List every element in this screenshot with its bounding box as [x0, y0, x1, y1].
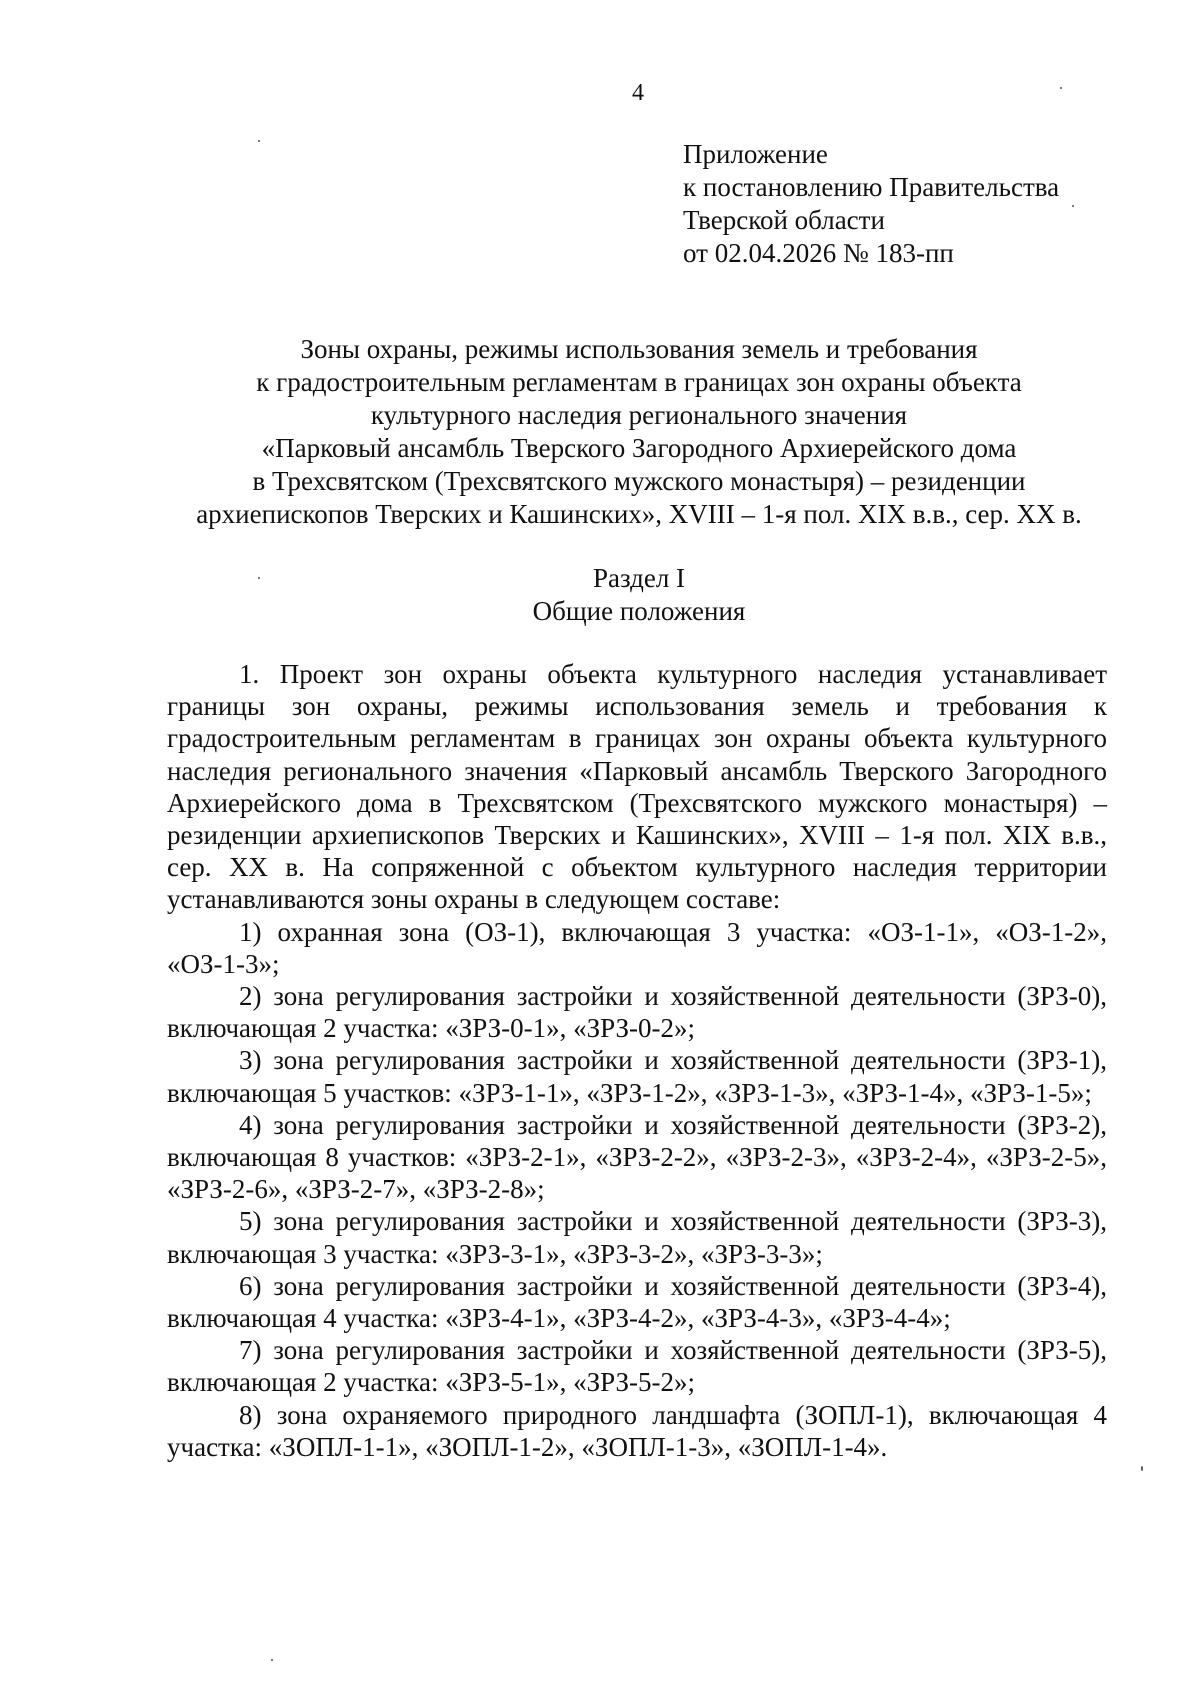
scan-speck — [258, 577, 260, 579]
title-line: архиепископов Тверских и Кашинских», XVIII – 1-я пол. XIX в.в., сер. XX в. — [196, 499, 1082, 529]
title-line: к градостроительным регламентам в границах зон охраны объекта — [256, 367, 1022, 397]
appendix-line: Тверской области — [683, 205, 885, 235]
section-name: Общие положения — [532, 596, 746, 626]
appendix-line: к постановлению Правительства — [683, 172, 1060, 202]
document-title — [150, 333, 1128, 531]
appendix-header — [683, 138, 1059, 270]
list-item: 7) зона регулирования застройки и хозяйственной деятельности (ЗРЗ-5), включающая 2 участка: «ЗРЗ-5-1», «ЗРЗ-5-2»; — [167, 1335, 1107, 1398]
title-line: культурного наследия регионального значения — [370, 400, 908, 430]
list-item: 3) зона регулирования застройки и хозяйственной деятельности (ЗРЗ-1), включающая 5 участков: «ЗРЗ-1-1», «ЗРЗ-1-2», «ЗРЗ-1-3», «ЗРЗ-1-4», «ЗРЗ-1-5»; — [167, 1045, 1107, 1108]
page-number: 4 — [632, 80, 644, 106]
appendix-line: Приложение — [683, 139, 828, 169]
list-item: 4) зона регулирования застройки и хозяйственной деятельности (ЗРЗ-2), включающая 8 участков: «ЗРЗ-2-1», «ЗРЗ-2-2», «ЗРЗ-2-3», «ЗРЗ-2-4», «ЗРЗ-2-5», «ЗРЗ-2-6», «ЗРЗ-2-7», «ЗРЗ-2-8»; — [167, 1109, 1107, 1205]
title-line: в Трехсвятском (Трехсвятского мужского монастыря) – резиденции — [252, 466, 1026, 496]
list-item: 6) зона регулирования застройки и хозяйственной деятельности (ЗРЗ-4), включающая 4 участка: «ЗРЗ-4-1», «ЗРЗ-4-2», «ЗРЗ-4-3», «ЗРЗ-4-4»; — [167, 1270, 1107, 1334]
section-heading — [150, 562, 1128, 628]
section-number: Раздел I — [592, 563, 686, 593]
scan-speck — [1060, 87, 1062, 89]
paragraph: 1. Проект зон охраны объекта культурного наследия устанавливает границы зон охраны, режимы использования земель и требования к градостроительным регламентам в границах зон охраны объекта культурного наследия регионального значения «Парковый ансамбль Тверского Загородного Архиерейского дома в Трехсвятском (Трехсвятского мужского монастыря) – резиденции архиепископов Тверских и Кашинских», XVIII – 1-я пол. XIX в.в., сер. XX в. На сопряженной с объектом культурного наследия территории устанавливаются зоны охраны в следующем составе: — [167, 659, 1107, 915]
title-line: Зоны охраны, режимы использования земель и требования — [300, 334, 978, 364]
body-text — [167, 658, 1107, 1463]
scan-speck — [1141, 1466, 1143, 1471]
title-line: «Парковый ансамбль Тверского Загородного Архиерейского дома — [261, 433, 1017, 463]
list-item: 2) зона регулирования застройки и хозяйственной деятельности (ЗРЗ-0), включающая 2 участка: «ЗРЗ-0-1», «ЗРЗ-0-2»; — [167, 981, 1107, 1044]
list-item: 8) зона охраняемого природного ландшафта (ЗОПЛ-1), включающая 4 участка: «ЗОПЛ-1-1», «ЗОПЛ-1-2», «ЗОПЛ-1-3», «ЗОПЛ-1-4». — [167, 1399, 1107, 1462]
appendix-date-line: от 02.04.2026 № 183-пп — [683, 238, 954, 268]
scan-speck — [271, 1659, 273, 1661]
list-item: 1) охранная зона (ОЗ-1), включающая 3 участка: «ОЗ-1-1», «ОЗ-1-2», «ОЗ-1-3»; — [167, 916, 1107, 979]
list-item: 5) зона регулирования застройки и хозяйственной деятельности (ЗРЗ-3), включающая 3 участка: «ЗРЗ-3-1», «ЗРЗ-3-2», «ЗРЗ-3-3»; — [167, 1206, 1107, 1269]
scan-speck — [1072, 205, 1074, 207]
scan-speck — [258, 140, 260, 142]
